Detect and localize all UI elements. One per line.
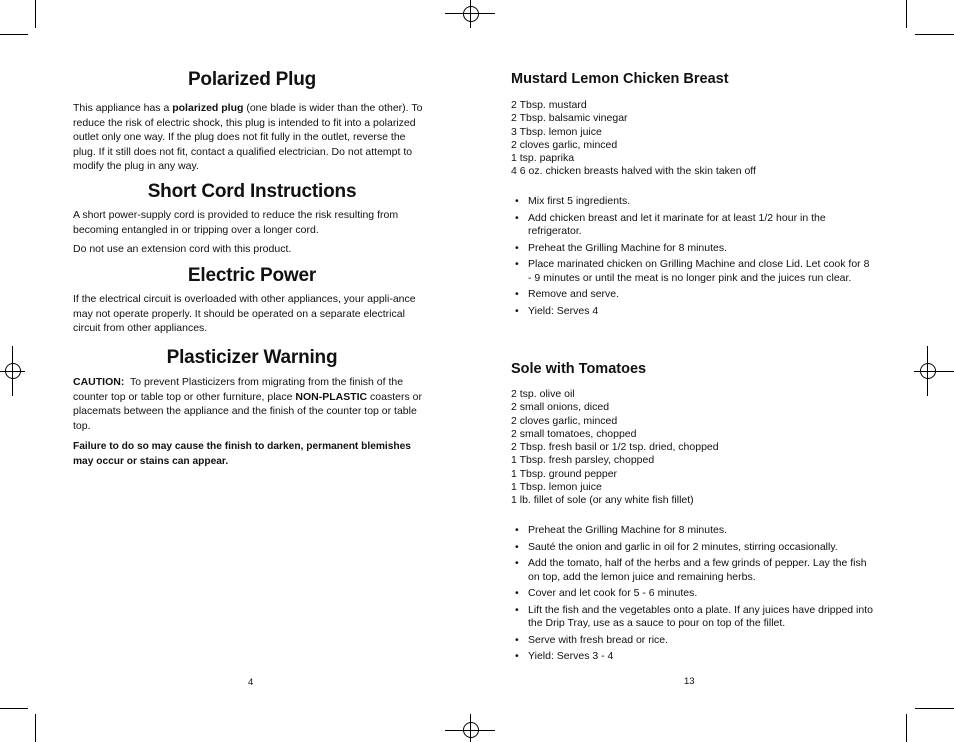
ingredient: 3 Tbsp. lemon juice bbox=[511, 125, 602, 138]
heading-plasticizer-warning: Plasticizer Warning bbox=[166, 347, 338, 368]
ingredient: 2 Tbsp. mustard bbox=[511, 99, 587, 111]
ingredients-sole-tomatoes bbox=[511, 388, 719, 508]
electric-power-text: If the electrical circuit is overloaded with other appliances, your appli-ance may not operate properly. It should be operated on a separate electrical circuit from other appliances. bbox=[73, 293, 416, 335]
crop-mark-bottom-right-h bbox=[915, 708, 954, 709]
crop-mark-bottom-left-h bbox=[0, 708, 28, 709]
steps-mustard-chicken bbox=[511, 195, 873, 321]
heading-polarized-plug: Polarized Plug bbox=[187, 69, 317, 90]
ingredient: 2 small tomatoes, chopped bbox=[511, 427, 637, 440]
ingredient: 2 small onions, diced bbox=[511, 401, 610, 414]
list-item: • Yield: Serves 3 - 4 bbox=[515, 650, 614, 663]
crop-mark-bottom-left-v bbox=[35, 714, 36, 742]
list-item: • Add chicken breast and let it marinate for at least 1/2 hour in the refrigerator. bbox=[515, 211, 826, 237]
list-item: • Add the tomato, half of the herbs and a few grinds of pepper. Lay the fish on top, add the lemon juice and remaining herbs. bbox=[515, 557, 867, 583]
list-item: • Sauté the onion and garlic in oil for 2 minutes, stirring occasionally. bbox=[515, 540, 838, 553]
crop-mark-top-right-h bbox=[915, 34, 954, 35]
crop-mark-top-left-v bbox=[35, 0, 36, 28]
list-item: • Yield: Serves 4 bbox=[515, 304, 599, 317]
ingredient: 2 cloves garlic, minced bbox=[511, 138, 618, 151]
ingredient: 2 Tbsp. balsamic vinegar bbox=[511, 112, 628, 125]
short-cord-text: A short power-supply cord is provided to reduce the risk resulting from becoming entangled in or tripping over a longer cord. Do not use an extension cord with this product. bbox=[73, 209, 399, 256]
ingredient: 1 lb. fillet of sole (or any white fish fillet) bbox=[511, 494, 694, 507]
ingredient: 4 6 oz. chicken breasts halved with the skin taken off bbox=[511, 165, 756, 178]
ingredient: 1 tsp. paprika bbox=[511, 152, 575, 165]
crop-mark-bottom-right-v bbox=[906, 714, 907, 742]
crop-mark-top-left-h bbox=[0, 34, 28, 35]
recipe-title-sole-tomatoes: Sole with Tomatoes bbox=[511, 361, 647, 377]
crop-mark-top-right-v bbox=[906, 0, 907, 28]
list-item: • Place marinated chicken on Grilling Machine and close Lid. Let cook for 8 - 9 minutes or until the meat is no longer pink and the juices run clear. bbox=[515, 258, 870, 284]
ingredient: 2 cloves garlic, minced bbox=[511, 414, 618, 427]
page-number-right: 13 bbox=[684, 676, 695, 687]
ingredients-mustard-chicken bbox=[511, 99, 756, 179]
list-item: • Preheat the Grilling Machine for 8 minutes. bbox=[515, 524, 728, 536]
ingredient: 2 Tbsp. fresh basil or 1/2 tsp. dried, chopped bbox=[511, 441, 719, 454]
ingredient: 1 Tbsp. lemon juice bbox=[511, 481, 602, 494]
list-item: • Serve with fresh bread or rice. bbox=[515, 633, 669, 646]
list-item: • Mix first 5 ingredients. bbox=[515, 195, 631, 207]
ingredient: 2 tsp. olive oil bbox=[511, 388, 575, 400]
heading-electric-power: Electric Power bbox=[187, 265, 317, 286]
steps-sole-tomatoes bbox=[511, 524, 873, 667]
page-number-left: 4 bbox=[248, 677, 254, 688]
ingredient: 1 Tbsp. ground pepper bbox=[511, 467, 618, 480]
polarized-plug-text: This appliance has a polarized plug (one blade is wider than the other). To reduce the risk of electric shock, this plug is intended to fit into a polarized outlet only one way. If the plug does not fit fully in the outlet, reverse the plug. If it still does not fit, contact a qualified electrician. Do not attempt to modify the plug in any way. bbox=[73, 102, 423, 173]
recipe-title-mustard-chicken: Mustard Lemon Chicken Breast bbox=[511, 71, 729, 87]
heading-short-cord: Short Cord Instructions bbox=[147, 181, 357, 202]
list-item: • Cover and let cook for 5 - 6 minutes. bbox=[515, 587, 698, 600]
list-item: • Lift the fish and the vegetables onto a plate. If any juices have dripped into the Drip Tray, use as a sauce to pour on top of the fillet. bbox=[515, 603, 873, 630]
plasticizer-text: CAUTION: To prevent Plasticizers from migrating from the finish of the counter top or table top or other furniture, place NON-PLASTIC coasters or placemats between the appliance and the finish of the counter top or table top. Failure to do so may cause the finish to darken, permanent blemishes may occur or stains can appear. bbox=[73, 376, 422, 467]
list-item: • Preheat the Grilling Machine for 8 minutes. bbox=[515, 241, 728, 254]
ingredient: 1 Tbsp. fresh parsley, chopped bbox=[511, 454, 655, 467]
list-item: • Remove and serve. bbox=[515, 288, 620, 301]
